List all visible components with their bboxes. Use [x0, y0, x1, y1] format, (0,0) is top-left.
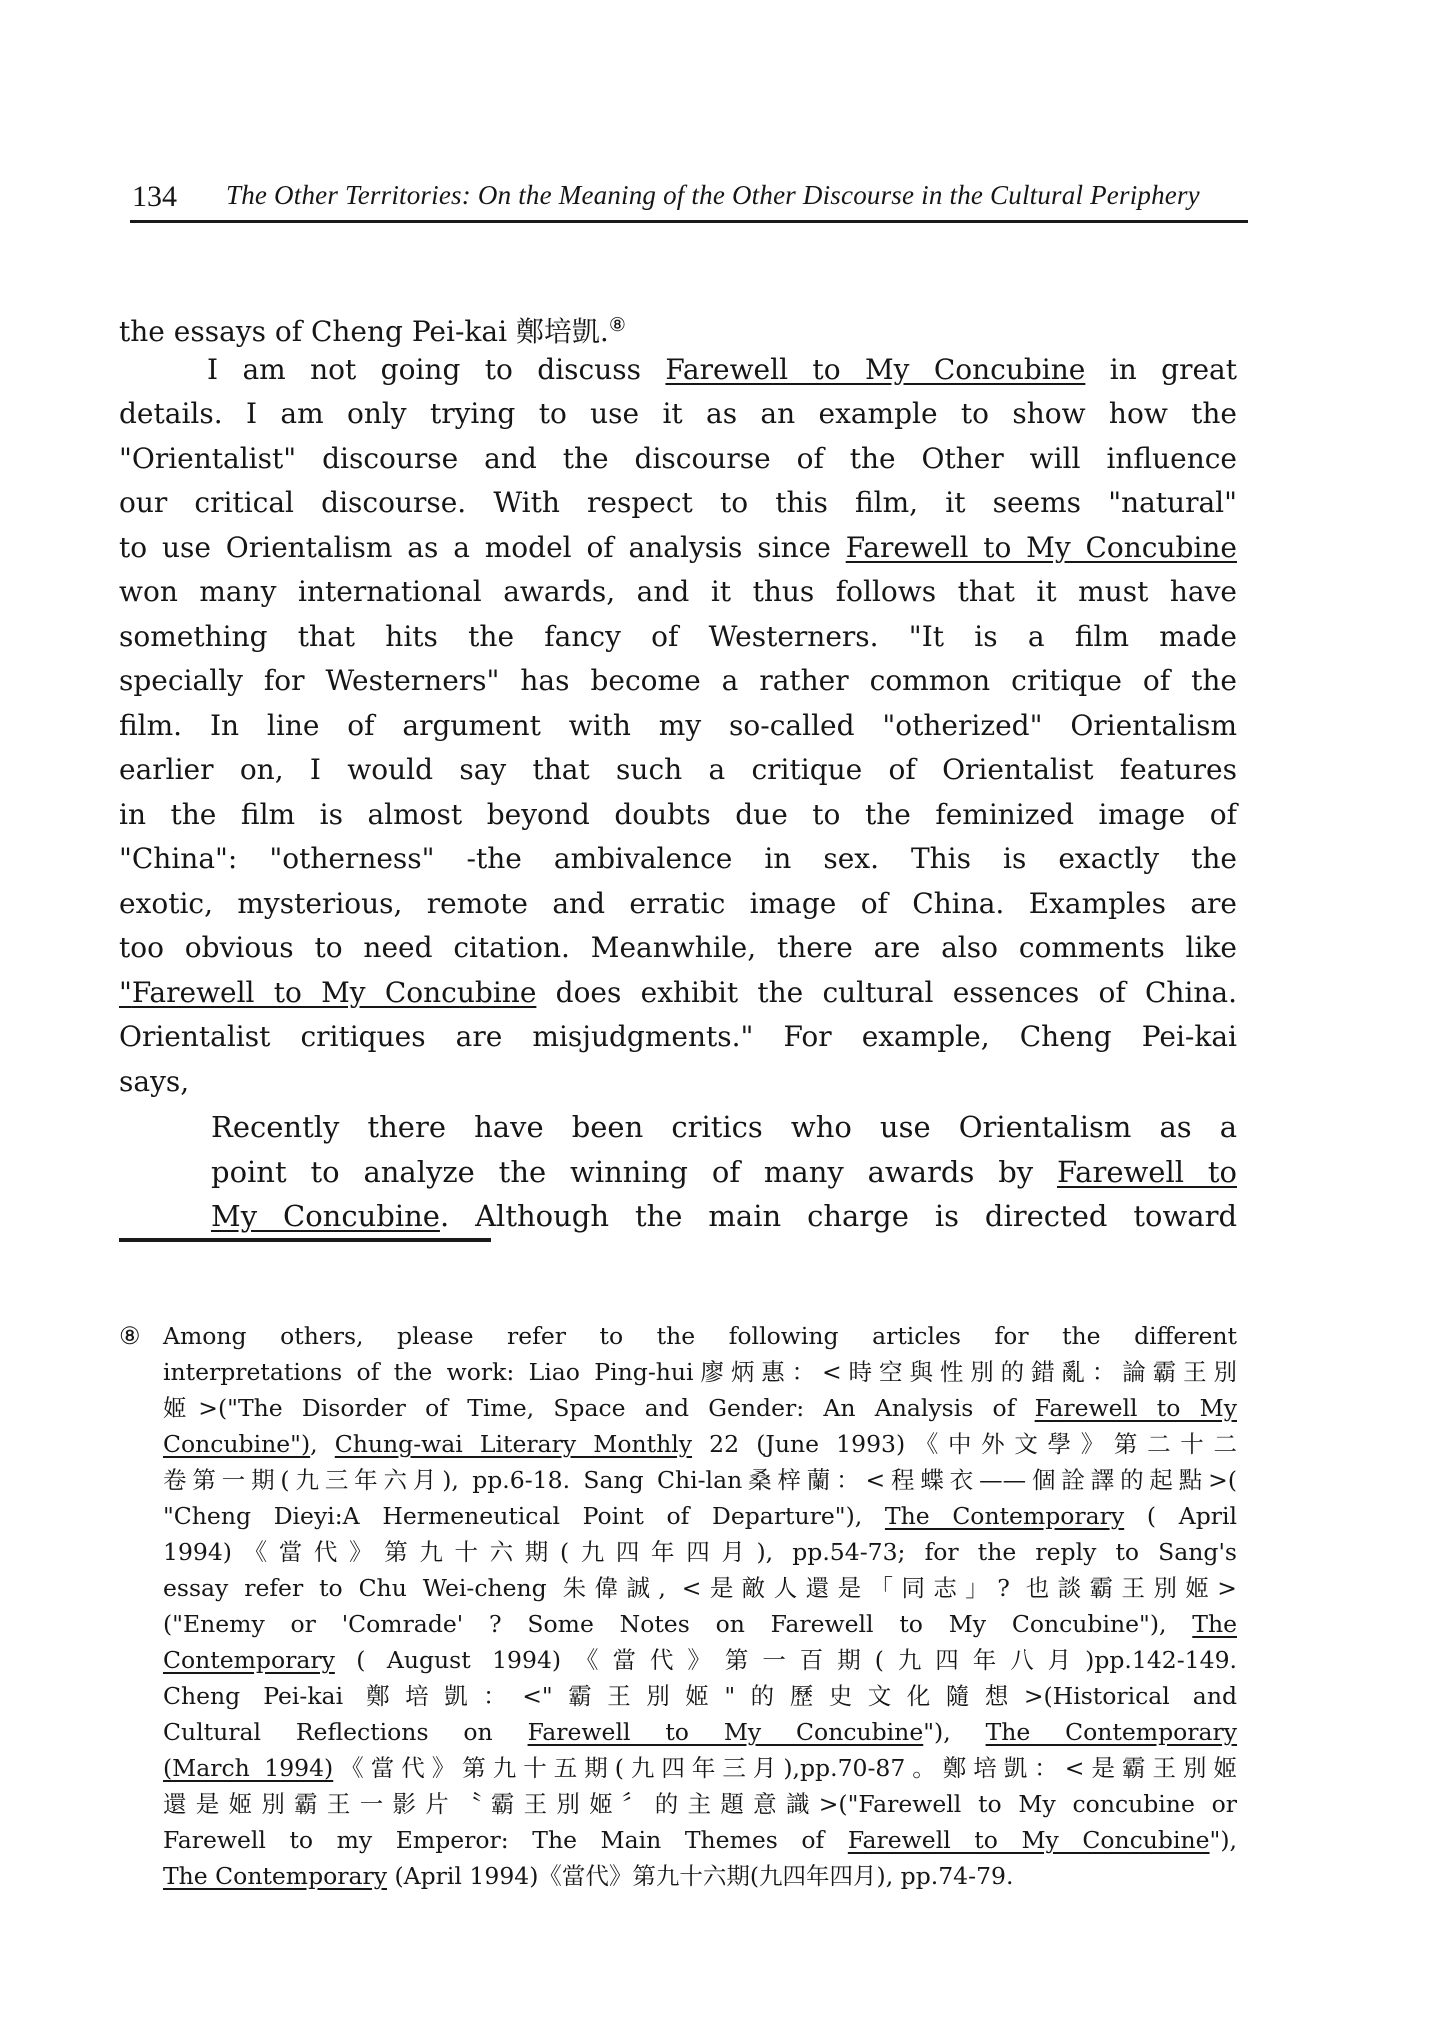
footnote-line: interpretations of the work: Liao Ping-hui廖炳惠：<時空與性別的錯亂：論霸王別 — [163, 1358, 1237, 1386]
footnote-body — [141, 1318, 1237, 1894]
text-line: too obvious to need citation. Meanwhile, there are also comments like — [119, 931, 1237, 964]
film-title: Farewell to My Concubine — [665, 352, 1086, 386]
block-quote — [211, 1104, 1237, 1238]
journal-title: The Contemporary — [985, 1718, 1238, 1746]
text-line: exotic, mysterious, remote and erratic image of China. Examples are — [119, 886, 1237, 920]
footnote-line: Cultural Reflections on Farewell to My Concubine"), The Contemporary — [163, 1718, 1238, 1746]
footnote-line: (March 1994)《當代》第九十五期(九四年三月),pp.70-87。鄭培凱：<是霸王別姬 — [163, 1754, 1237, 1782]
text-line: won many international awards, and it thus follows that it must have — [119, 575, 1237, 608]
text-line: earlier on, I would say that such a critique of Orientalist features — [119, 753, 1237, 786]
text-line: our critical discourse. With respect to this film, it seems "natural" — [119, 486, 1237, 519]
film-title: Farewell to My Concubine — [845, 530, 1237, 564]
journal-title: Contemporary — [163, 1646, 335, 1674]
text-line: in the film is almost beyond doubts due to the feminized image of — [119, 797, 1237, 831]
text-line: to use Orientalism as a model of analysis since Farewell to My Concubine — [119, 530, 1237, 564]
footnote-line: ("Enemy or 'Comrade' ? Some Notes on Farewell to My Concubine"), The — [163, 1610, 1237, 1638]
film-title: My Concubine — [211, 1199, 440, 1233]
film-title: Farewell to — [1057, 1154, 1237, 1189]
footnote — [119, 1318, 1237, 1894]
footnote-line: "Cheng Dieyi:A Hermeneutical Point of Departure"), The Contemporary ( April — [163, 1502, 1238, 1530]
text-line: details. I am only trying to use it as an example to show how the — [119, 397, 1237, 430]
text-line: "China": "otherness" -the ambivalence in sex. This is exactly the — [119, 842, 1237, 875]
film-title: Farewell to My Concubine — [131, 975, 537, 1009]
film-title: Farewell to My Concubine — [847, 1826, 1210, 1854]
text-line: "Farewell to My Concubine does exhibit the cultural essences of China. — [119, 975, 1238, 1009]
footnote-marker: ⑧ — [119, 1322, 141, 1350]
footnote-line: 還是姬別霸王一影片〝霸王別姬〞的主題意識>("Farewell to My concubine or — [163, 1790, 1237, 1818]
text-line: the essays of Cheng Pei-kai 鄭培凱.⑧ — [119, 314, 626, 348]
footnote-line: The Contemporary (April 1994)《當代》第九十六期(九四年四月), pp.74-79. — [163, 1862, 1014, 1890]
footnote-line: essay refer to Chu Wei-cheng 朱偉誠, <是敵人還是「同志」? 也談霸王別姬> — [163, 1574, 1237, 1602]
footnote-line: Farewell to my Emperor: The Main Themes of Farewell to My Concubine"), — [163, 1826, 1237, 1854]
text-line: film. In line of argument with my so-called "otherized" Orientalism — [119, 708, 1237, 742]
text-line: Orientalist critiques are misjudgments." For example, Cheng Pei-kai — [119, 1020, 1237, 1053]
running-header — [130, 172, 1248, 223]
footnote-reference[interactable]: ⑧ — [608, 314, 626, 336]
body-text — [119, 303, 1237, 1104]
journal-title: The Contemporary — [163, 1862, 388, 1890]
text-line: I am not going to discuss Farewell to My Concubine in great — [207, 352, 1238, 386]
footnote-line: 姬>("The Disorder of Time, Space and Gender: An Analysis of Farewell to My — [163, 1394, 1237, 1422]
quote-line: My Concubine. Although the main charge is directed toward — [211, 1199, 1238, 1233]
running-title: The Other Territories: On the Meaning of the Other Discourse in the Cultural Periphery — [226, 180, 1200, 210]
footnote-line: Cheng Pei-kai 鄭培凱：<"霸王別姬"的歷史文化隨想>(Historical and — [163, 1682, 1237, 1710]
footnote-line: Concubine"), Chung-wai Literary Monthly 22 (June 1993)《中外文學》第二十二 — [163, 1430, 1237, 1458]
film-title: Farewell to My Concubine — [527, 1718, 924, 1746]
footnote-line: Contemporary ( August 1994)《當代》第一百期(九四年八月)pp.142-149. — [163, 1646, 1237, 1674]
quote-line: point to analyze the winning of many awards by Farewell to — [211, 1154, 1237, 1189]
journal-title: The — [1192, 1610, 1237, 1638]
footnote-line: 1994)《當代》第九十六期(九四年四月), pp.54-73; for the reply to Sang's — [163, 1538, 1237, 1566]
text-line: "Orientalist" discourse and the discourse of the Other will influence — [119, 441, 1237, 475]
quote-line: Recently there have been critics who use Orientalism as a — [211, 1110, 1237, 1144]
footnote-divider — [119, 1238, 491, 1242]
text-line: says, — [119, 1064, 190, 1098]
footnote-line: 卷第一期(九三年六月), pp.6-18. Sang Chi-lan桑梓蘭：<程蝶衣——個詮譯的起點>( — [163, 1466, 1237, 1494]
journal-title: Chung-wai Literary Monthly — [334, 1430, 693, 1458]
footnote-line: Among others, please refer to the following articles for the different — [163, 1322, 1237, 1350]
page-number: 134 — [132, 180, 177, 213]
text-line: specially for Westerners" has become a rather common critique of the — [119, 664, 1237, 697]
text-line: something that hits the fancy of Westerners. "It is a film made — [119, 619, 1237, 653]
journal-title: The Contemporary — [884, 1502, 1125, 1530]
